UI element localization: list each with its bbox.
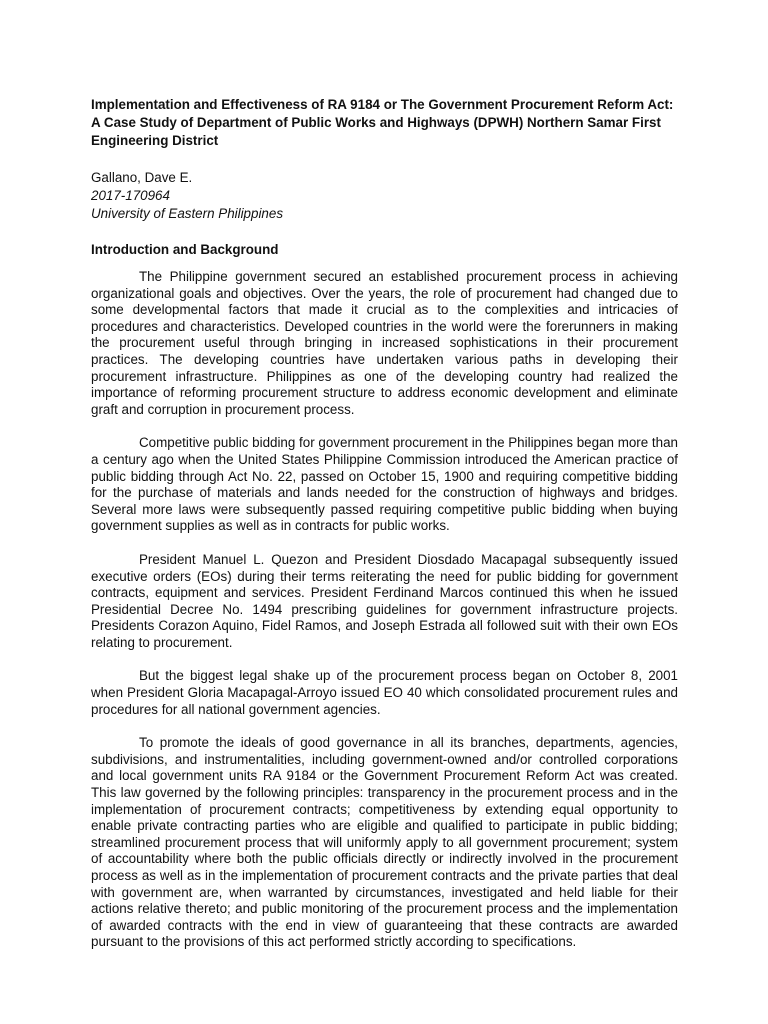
document-title: Implementation and Effectiveness of RA 9184 or The Government Procurement Reform Act: A Case Study of Department of Public Works and Highways (DPWH) Northern Samar First Engineering District (91, 97, 674, 148)
paragraph-5: To promote the ideals of good governance in all its branches, departments, agencies, subdivisions, and instrumentalities, including government-owned and/or controlled corporations and local government units RA 9184 or the Government Procurement Reform Act was created. This law governed by the following principles: transparency in the procurement process and in the implementation of procurement contracts; competitiveness by extending equal opportunity to enable private contracting parties who are eligible and qualified to participate in public bidding; streamlined procurement process that will uniformly apply to all government procurement; system of accountability where both the public officials directly or indirectly involved in the procurement process as well as in the implementation of procurement contracts and the private parties that deal with government are, when warranted by circumstances, investigated and held liable for their actions relative thereto; and public monitoring of the procurement process and the implementation of awarded contracts with the end in view of guaranteeing that these contracts are awarded pursuant to the provisions of this act performed strictly according to specifications. (91, 735, 678, 950)
author-name: Gallano, Dave E. (91, 170, 193, 185)
author-block (91, 169, 678, 223)
paragraph-1: The Philippine government secured an established procurement process in achieving organizational goals and objectives. Over the years, the role of procurement had changed due to some developmental factors that made it crucial as to the complexities and intricacies of procedures and characteristics. Developed countries in the world were the forerunners in making the procurement useful through bringing in increased sophistications in their procurement practices. The developing countries have undertaken various paths in developing their procurement infrastructure. Philippines as one of the developing country had realized the importance of reforming procurement structure to address economic development and eliminate graft and corruption in procurement process. (91, 269, 678, 417)
paragraph-2: Competitive public bidding for government procurement in the Philippines began more than a century ago when the United States Philippine Commission introduced the American practice of public bidding through Act No. 22, passed on October 15, 1900 and requiring competitive bidding for the purchase of materials and lands needed for the construction of highways and bridges. Several more laws were subsequently passed requiring competitive public bidding when buying government supplies as well as in contracts for public works. (91, 435, 678, 534)
document-page (91, 96, 678, 968)
paragraph-3: President Manuel L. Quezon and President Diosdado Macapagal subsequently issued executive orders (EOs) during their terms reiterating the need for public bidding for government contracts, equipment and services. President Ferdinand Marcos continued this when he issued Presidential Decree No. 1494 prescribing guidelines for government infrastructure projects. Presidents Corazon Aquino, Fidel Ramos, and Joseph Estrada all followed suit with their own EOs relating to procurement. (91, 551, 678, 650)
author-student-id: 2017-170964 (91, 188, 170, 203)
author-institution: University of Eastern Philippines (91, 206, 284, 221)
paragraph-4: But the biggest legal shake up of the procurement process began on October 8, 2001 when President Gloria Macapagal-Arroyo issued EO 40 which consolidated procurement rules and procedures for all national government agencies. (91, 668, 678, 717)
section-heading: Introduction and Background (91, 242, 279, 257)
